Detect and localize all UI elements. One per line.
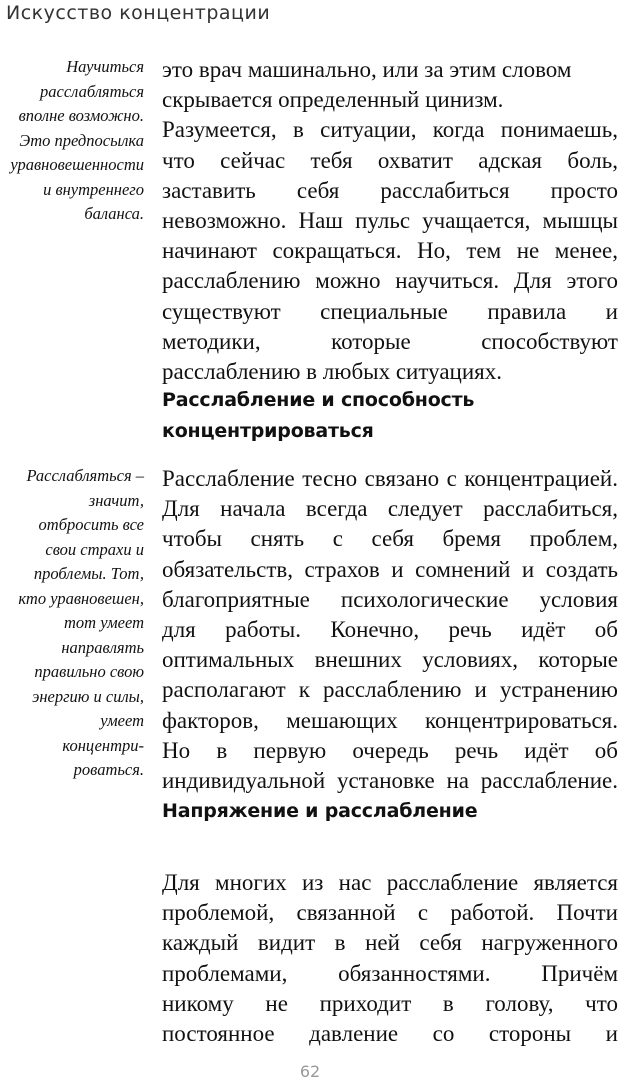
side-note-line: Это предпосылка <box>19 130 144 150</box>
side-note-line: тот умеет <box>64 613 144 632</box>
text-line: факторов, мешающих концентрироваться. <box>162 707 618 733</box>
text-line: индивидуальной установке на расслабление. <box>162 768 618 794</box>
text-line: Расслабление тесно связано с концентрацией. <box>162 466 618 491</box>
text-line: чтобы снять с себя бремя проблем, <box>162 526 618 552</box>
side-note-line: кто уравновешен, <box>18 588 144 608</box>
side-note-1 <box>4 55 144 227</box>
side-note-line: энергию и силы, <box>32 686 144 706</box>
body-paragraph-3 <box>162 868 618 1049</box>
side-note-line: Научиться <box>66 57 144 76</box>
side-note-line: направлять <box>61 637 144 657</box>
text-line: существуют специальные правила и <box>162 298 618 324</box>
text-line: невозможно. Наш пульс учащается, мышцы <box>162 208 618 234</box>
side-note-line: концентри- <box>62 735 144 755</box>
text-line: благоприятные психологические условия <box>162 586 618 612</box>
side-note-line: отбросить все <box>38 515 144 534</box>
heading-line: концентрироваться <box>162 420 374 442</box>
heading-line: Расслабление и способность <box>162 389 475 411</box>
text-line: постоянное давление со стороны и <box>162 1021 618 1047</box>
side-note-line: расслабляться <box>40 81 144 101</box>
heading-line: Напряжение и расслабление <box>162 800 478 822</box>
text-line: Разумеется, в ситуации, когда понимаешь, <box>162 117 618 143</box>
text-line: это врач машинально, или за этим словом <box>162 57 572 82</box>
text-line: никому не приходит в голову, что <box>162 990 618 1016</box>
text-line: скрывается определенный цинизм. <box>162 87 504 113</box>
text-line: обязательств, страхов и сомнений и создать <box>162 556 618 582</box>
side-note-line: правильно свою <box>34 662 144 681</box>
text-line: Для начала всегда следует расслабиться, <box>162 496 618 522</box>
side-note-line: и внутреннего <box>43 179 144 199</box>
text-line: проблемами, обязанностями. Причём <box>162 960 618 986</box>
side-note-line: уравновешенности <box>10 155 144 174</box>
text-line: Но в первую очередь речь идёт об <box>162 737 618 763</box>
side-note-line: проблемы. Тот, <box>33 564 144 583</box>
side-note-line: значит, <box>88 490 144 510</box>
body-paragraph-2 <box>162 464 618 796</box>
text-line: заставить себя расслабиться просто <box>162 177 618 203</box>
text-line: проблемой, связанной с работой. Почти <box>162 900 618 926</box>
text-line: Для многих из нас расслабление является <box>162 870 618 895</box>
text-line: методики, которые способствуют <box>162 328 618 354</box>
body-paragraph-1 <box>162 55 618 387</box>
text-line: располагают к расслаблению и устранению <box>162 677 618 703</box>
text-line: расслаблению можно научиться. Для этого <box>162 268 618 294</box>
text-line: оптимальных внешних условиях, которые <box>162 647 618 673</box>
side-note-line: свои страхи и <box>45 539 144 559</box>
page-number: 62 <box>299 1062 321 1081</box>
section-heading-1 <box>162 385 618 447</box>
text-line: каждый видит в ней себя нагруженного <box>162 930 618 956</box>
text-line: для работы. Конечно, речь идёт об <box>162 617 618 643</box>
side-note-2 <box>4 464 144 783</box>
section-heading-2 <box>162 796 618 827</box>
running-head: Искусство концентрации <box>6 2 271 24</box>
side-note-line: роваться. <box>73 760 144 779</box>
side-note-line: баланса. <box>84 204 144 223</box>
text-line: начинают сокращаться. Но, тем не менее, <box>162 238 618 264</box>
side-note-line: Расслабляться – <box>26 466 144 485</box>
text-line: расслаблению в любых ситуациях. <box>162 359 502 385</box>
text-line: что сейчас тебя охватит адская боль, <box>162 147 618 173</box>
side-note-line: умеет <box>100 711 144 730</box>
side-note-line: вполне возможно. <box>18 106 144 125</box>
